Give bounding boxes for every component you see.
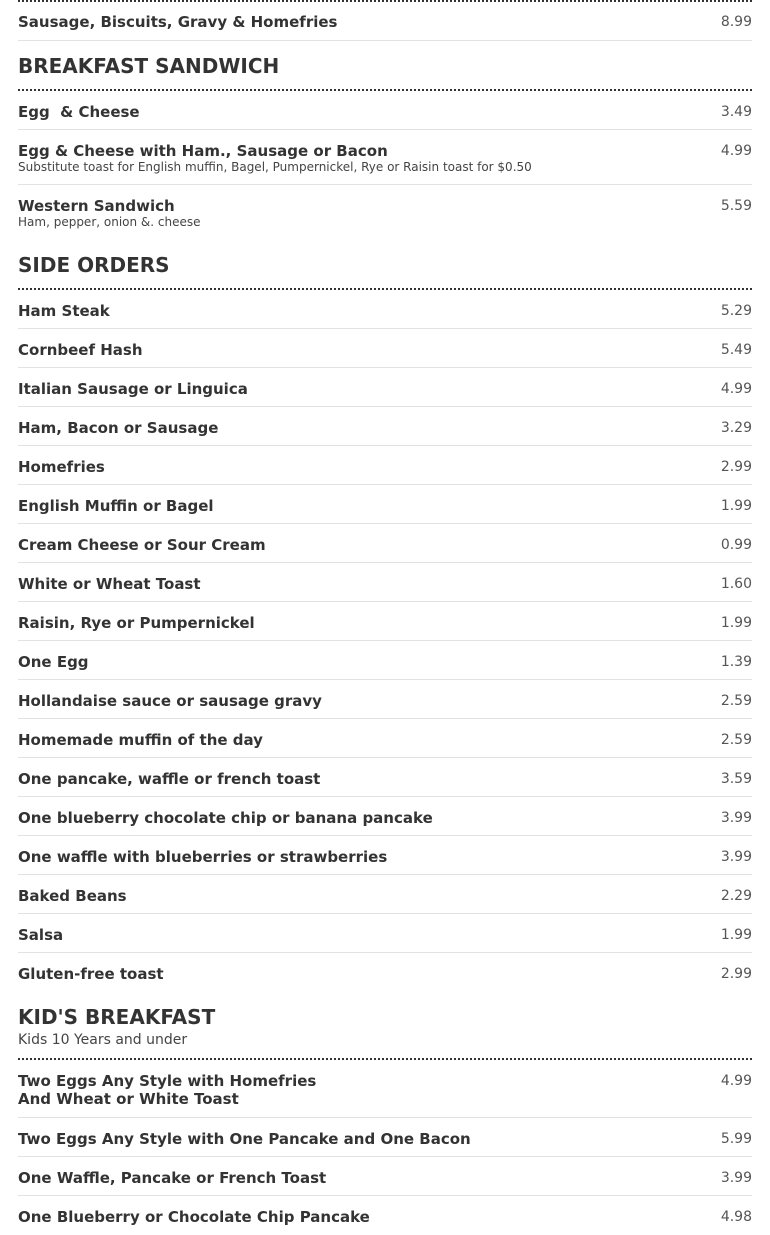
item-price: 8.99 xyxy=(720,14,752,30)
item-name: Egg & Cheese with Ham., Sausage or Bacon xyxy=(18,142,388,160)
item-price: 1.39 xyxy=(720,654,752,670)
item-price: 4.98 xyxy=(720,1209,752,1225)
item-name: White or Wheat Toast xyxy=(18,575,201,593)
section-side-orders xyxy=(18,240,752,992)
item-name: Homemade muffin of the day xyxy=(18,731,263,749)
section-title: SIDE ORDERS xyxy=(18,253,170,277)
item-price: 2.29 xyxy=(720,888,752,904)
item-price: 3.59 xyxy=(720,771,752,787)
item-name: Western Sandwich xyxy=(18,197,175,215)
menu-item xyxy=(18,329,752,368)
item-price: 3.49 xyxy=(720,104,752,120)
item-price: 4.99 xyxy=(720,381,752,397)
menu-item xyxy=(18,914,752,953)
item-name: One Blueberry or Chocolate Chip Pancake xyxy=(18,1208,370,1226)
item-price: 2.99 xyxy=(720,966,752,982)
menu-item xyxy=(18,1060,752,1118)
item-name: Cream Cheese or Sour Cream xyxy=(18,536,266,554)
item-name: Ham Steak xyxy=(18,302,110,320)
menu-item xyxy=(18,641,752,680)
menu-item xyxy=(18,719,752,758)
menu-item xyxy=(18,953,752,992)
menu-item xyxy=(18,290,752,329)
item-price: 0.99 xyxy=(720,537,752,553)
item-name: Hollandaise sauce or sausage gravy xyxy=(18,692,322,710)
menu-item xyxy=(18,91,752,130)
item-name-line2: And Wheat or White Toast xyxy=(18,1090,239,1108)
item-name: Sausage, Biscuits, Gravy & Homefries xyxy=(18,13,338,31)
item-price: 2.59 xyxy=(720,693,752,709)
item-price: 2.59 xyxy=(720,732,752,748)
item-name: One Waffle, Pancake or French Toast xyxy=(18,1169,327,1187)
item-price: 3.29 xyxy=(720,420,752,436)
item-price: 3.99 xyxy=(720,810,752,826)
menu-item xyxy=(18,1118,752,1157)
item-name: Two Eggs Any Style with One Pancake and One Bacon xyxy=(18,1130,471,1148)
item-price: 1.60 xyxy=(720,576,752,592)
menu-item xyxy=(18,563,752,602)
item-name: Homefries xyxy=(18,458,105,476)
item-name: Salsa xyxy=(18,926,64,944)
section-kids-breakfast xyxy=(18,992,752,1235)
item-name: Ham, Bacon or Sausage xyxy=(18,419,219,437)
item-name: Cornbeef Hash xyxy=(18,341,143,359)
menu-item xyxy=(18,680,752,719)
item-name: Two Eggs Any Style with Homefries xyxy=(18,1072,317,1090)
item-price: 5.29 xyxy=(720,303,752,319)
item-price: 1.99 xyxy=(720,927,752,943)
item-name: One pancake, waffle or french toast xyxy=(18,770,321,788)
menu-item xyxy=(18,836,752,875)
section-title: BREAKFAST SANDWICH xyxy=(18,54,280,78)
item-price: 3.99 xyxy=(720,849,752,865)
item-description: Substitute toast for English muffin, Bagel, Pumpernickel, Rye or Raisin toast for $0.50 xyxy=(18,160,532,174)
item-description: Ham, pepper, onion &. cheese xyxy=(18,215,201,229)
menu-item xyxy=(18,368,752,407)
menu xyxy=(18,0,752,1235)
item-name: One blueberry chocolate chip or banana pancake xyxy=(18,809,433,827)
menu-item xyxy=(18,602,752,641)
item-name: One Egg xyxy=(18,653,89,671)
item-price: 3.99 xyxy=(720,1170,752,1186)
menu-item xyxy=(18,1196,752,1235)
menu-item xyxy=(18,485,752,524)
menu-item xyxy=(18,875,752,914)
item-name: English Muffin or Bagel xyxy=(18,497,214,515)
item-price: 5.49 xyxy=(720,342,752,358)
item-name: Italian Sausage or Linguica xyxy=(18,380,248,398)
item-price: 4.99 xyxy=(720,1073,752,1089)
section-title: KID'S BREAKFAST xyxy=(18,1005,216,1029)
item-price: 5.99 xyxy=(720,1131,752,1147)
menu-item xyxy=(18,185,752,240)
menu-item xyxy=(18,1157,752,1196)
item-price: 1.99 xyxy=(720,615,752,631)
item-name: Egg & Cheese xyxy=(18,103,140,121)
item-name: Gluten-free toast xyxy=(18,965,164,983)
item-name: Baked Beans xyxy=(18,887,127,905)
menu-item xyxy=(18,524,752,563)
menu-item xyxy=(18,758,752,797)
section-subtitle: Kids 10 Years and under xyxy=(18,1032,188,1048)
menu-item xyxy=(18,130,752,185)
menu-item xyxy=(18,2,752,41)
item-price: 2.99 xyxy=(720,459,752,475)
item-price: 5.59 xyxy=(720,198,752,214)
item-price: 4.99 xyxy=(720,143,752,159)
menu-item xyxy=(18,797,752,836)
menu-item xyxy=(18,446,752,485)
item-name: One waffle with blueberries or strawberries xyxy=(18,848,388,866)
menu-item xyxy=(18,407,752,446)
section-breakfast-sandwich xyxy=(18,41,752,240)
item-price: 1.99 xyxy=(720,498,752,514)
item-name: Raisin, Rye or Pumpernickel xyxy=(18,614,255,632)
